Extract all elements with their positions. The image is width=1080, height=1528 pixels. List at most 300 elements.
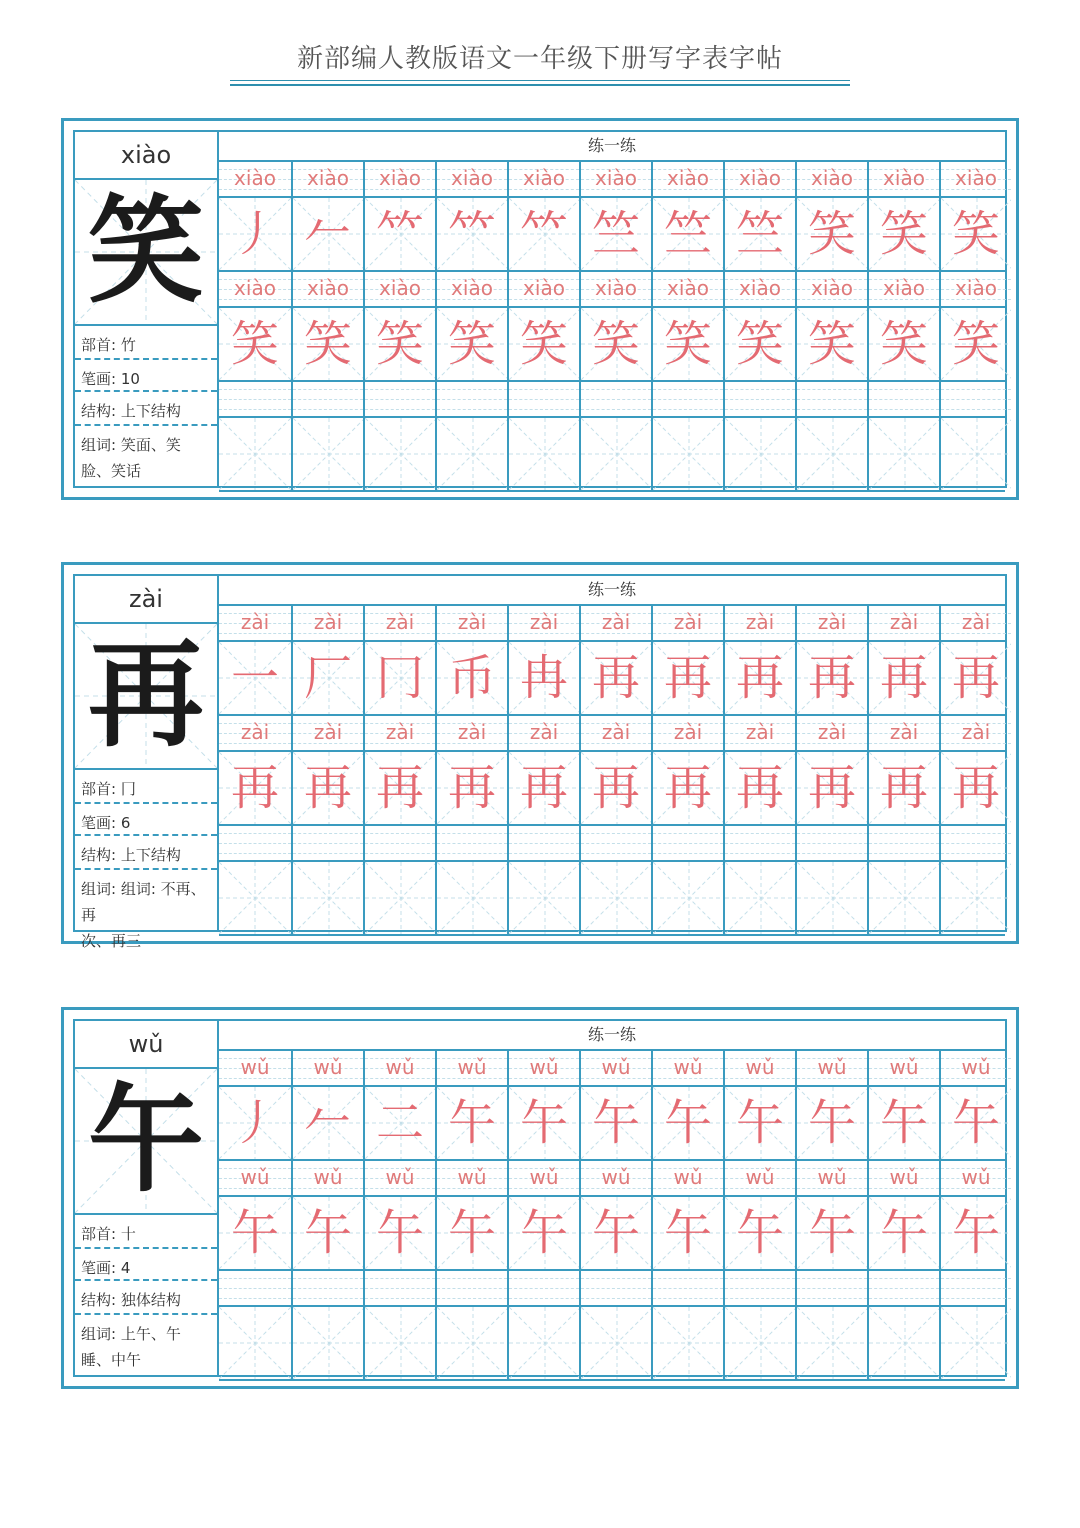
pinyin-cell [363,826,435,860]
pinyin-guide-line [437,1298,507,1299]
tian-zi-cell[interactable] [435,1307,507,1379]
pinyin-guide-line [725,853,795,854]
tian-zi-cell [507,308,579,380]
pinyin-row [219,716,1005,750]
practice-pinyin: xiào [739,166,781,190]
trace-character: 午 [230,1205,279,1261]
stroke-order-step: 竺 [591,206,640,262]
radical-info-value: 竹 [120,336,136,354]
practice-pinyin: wǔ [313,1055,343,1079]
tian-zi-cell [867,1197,939,1269]
practice-pinyin: wǔ [240,1165,270,1189]
practice-pinyin: wǔ [457,1165,487,1189]
practice-pinyin: wǔ [817,1055,847,1079]
writing-row [219,198,1005,270]
pinyin-row [219,606,1005,640]
tian-zi-cell [363,752,435,824]
tian-zi-cell [723,642,795,714]
grid-guides [869,1307,939,1379]
pinyin-guide-line [869,399,939,400]
practice-pinyin: xiào [595,166,637,190]
tian-zi-cell[interactable] [363,1307,435,1379]
practice-pinyin: zài [313,610,343,634]
info-divider [75,868,217,870]
practice-heading: 练一练 [219,132,1005,162]
pinyin-cell [795,716,867,750]
pinyin-guide-line [293,389,363,390]
pinyin-guide-line [941,1298,1011,1299]
stroke-order-step: 再 [591,650,640,706]
pinyin-guide-line [941,409,1011,410]
stroke-order-step: 一 [230,650,279,706]
pinyin-cell [507,162,579,196]
words-info-line1: 上午、午 [120,1325,181,1343]
words-info [81,1321,213,1373]
pinyin-guide-line [293,399,363,400]
stroke-order-step: 再 [735,650,784,706]
grid-guides [725,1307,795,1379]
pinyin-cell [651,606,723,640]
pinyin-guide-line [653,409,723,410]
main-character-box [75,1069,217,1215]
grid-guides [509,1307,579,1379]
tian-zi-cell [795,1087,867,1159]
writing-row [219,642,1005,714]
pinyin-cell [579,382,651,416]
trace-character: 再 [447,760,496,816]
pinyin-guide-line [219,853,291,854]
practice-pinyin: xiào [811,166,853,190]
practice-card [61,1007,1019,1389]
practice-pinyin: wǔ [673,1055,703,1079]
pinyin-cell [795,1271,867,1305]
stroke-order-step: 竺 [735,206,784,262]
tian-zi-cell[interactable] [867,862,939,934]
pinyin-cell [651,716,723,750]
pinyin-cell [291,606,363,640]
writing-row [219,418,1005,490]
trace-character: 午 [447,1205,496,1261]
tian-zi-cell [507,752,579,824]
practice-pinyin: xiào [379,276,421,300]
stroke-order-step: 午 [735,1095,784,1151]
trace-character: 午 [879,1205,928,1261]
pinyin-cell [651,272,723,306]
pinyin-guide-line [725,1298,795,1299]
pinyin-cell [291,716,363,750]
stroke-count-info-label: 笔画: [81,370,117,388]
pinyin-guide-line [581,1278,651,1279]
tian-zi-cell[interactable] [291,418,363,490]
pinyin-cell [867,606,939,640]
pinyin-guide-line [437,853,507,854]
radical-info [81,1223,213,1244]
character-info-column [75,576,219,950]
pinyin-cell [363,1161,435,1195]
writing-row [219,308,1005,380]
tian-zi-cell [291,308,363,380]
practice-pinyin: wǔ [313,1165,343,1189]
tian-zi-cell[interactable] [867,418,939,490]
tian-zi-cell [795,308,867,380]
pinyin-cell [219,272,291,306]
practice-pinyin: zài [601,610,631,634]
practice-pinyin: xiào [667,276,709,300]
stroke-count-info-label: 笔画: [81,814,117,832]
tian-zi-cell[interactable] [651,1307,723,1379]
pinyin-cell [867,826,939,860]
tian-zi-cell [363,308,435,380]
pinyin-cell [291,162,363,196]
pinyin-guide-line [725,1288,795,1289]
practice-pinyin: wǔ [529,1055,559,1079]
practice-pinyin: xiào [883,276,925,300]
grid-guides [797,862,867,934]
pinyin-guide-line [581,409,651,410]
tian-zi-cell [435,1087,507,1159]
stroke-order-step: 冉 [519,650,568,706]
practice-pinyin: xiào [739,276,781,300]
practice-pinyin: zài [673,610,703,634]
pinyin-guide-line [797,409,867,410]
tian-zi-cell[interactable] [363,418,435,490]
grid-guides [869,862,939,934]
trace-character: 再 [519,760,568,816]
tian-zi-cell[interactable] [363,862,435,934]
radical-info-value: 冂 [120,780,136,798]
tian-zi-cell [867,752,939,824]
tian-zi-cell [219,308,291,380]
pinyin-guide-line [293,409,363,410]
pinyin-guide-line [509,399,579,400]
pinyin-cell [435,606,507,640]
tian-zi-cell[interactable] [507,862,579,934]
pinyin-cell [939,1271,1011,1305]
stroke-order-step: 笑 [879,206,928,262]
practice-pinyin: xiào [523,166,565,190]
words-info-line2: 次、再三 [81,932,142,950]
tian-zi-cell[interactable] [939,1307,1011,1379]
pinyin-cell [579,1051,651,1085]
pinyin-guide-line [437,399,507,400]
stroke-count-info-value: 6 [120,814,131,832]
pinyin-guide-line [509,389,579,390]
grid-guides [797,418,867,490]
tian-zi-cell [507,198,579,270]
practice-pinyin: xiào [307,166,349,190]
pinyin-cell [651,162,723,196]
radical-info-label: 部首: [81,1225,117,1243]
pinyin-cell [507,1051,579,1085]
stroke-order-step: 笑 [951,206,1000,262]
pinyin-guide-line [725,833,795,834]
pinyin-cell [291,272,363,306]
pinyin-cell [795,1161,867,1195]
grid-guides [293,862,363,934]
pinyin-cell [219,606,291,640]
tian-zi-cell[interactable] [723,1307,795,1379]
tian-zi-cell [939,752,1011,824]
grid-guides [869,418,939,490]
practice-grid [219,132,1005,486]
pinyin-guide-line [869,853,939,854]
stroke-order-step: 再 [807,650,856,706]
main-character-box [75,624,217,770]
tian-zi-cell [579,1087,651,1159]
tian-zi-cell [795,1197,867,1269]
pinyin-cell [435,1161,507,1195]
words-info [81,876,213,954]
pinyin-cell [723,1161,795,1195]
structure-info-label: 结构: [81,1291,117,1309]
pinyin-guide-line [941,1288,1011,1289]
tian-zi-cell[interactable] [723,862,795,934]
practice-pinyin: xiào [523,276,565,300]
pinyin-row [219,1161,1005,1195]
pinyin-cell [579,716,651,750]
trace-character: 笑 [663,316,712,372]
trace-character: 午 [951,1205,1000,1261]
tian-zi-cell [435,308,507,380]
tian-zi-cell [723,752,795,824]
pinyin-cell [939,716,1011,750]
tian-zi-cell [867,198,939,270]
pinyin-cell [507,716,579,750]
tian-zi-cell [291,1197,363,1269]
practice-card [61,562,1019,950]
pinyin-guide-line [941,843,1011,844]
grid-guides [941,418,1011,490]
pinyin-guide-line [653,1298,723,1299]
pinyin-guide-line [219,399,291,400]
pinyin-row [219,826,1005,860]
pinyin-cell [795,162,867,196]
pinyin-cell [435,826,507,860]
tian-zi-cell[interactable] [795,862,867,934]
pinyin-cell [291,1051,363,1085]
pinyin-guide-line [581,389,651,390]
tian-zi-cell[interactable] [723,418,795,490]
main-character: 午 [88,1073,204,1208]
practice-heading: 练一练 [219,1021,1005,1051]
tian-zi-cell [219,1087,291,1159]
tian-zi-cell[interactable] [435,418,507,490]
trace-character: 再 [591,760,640,816]
stroke-order-step: 午 [879,1095,928,1151]
pinyin-row [219,272,1005,306]
trace-character: 笑 [375,316,424,372]
pinyin-guide-line [653,389,723,390]
pinyin-guide-line [219,833,291,834]
writing-row [219,1307,1005,1379]
tian-zi-cell[interactable] [795,1307,867,1379]
pinyin-cell [723,272,795,306]
tian-zi-cell [291,1087,363,1159]
pinyin-cell [579,826,651,860]
pinyin-cell [579,606,651,640]
stroke-count-info-value: 4 [120,1259,131,1277]
practice-pinyin: wǔ [601,1055,631,1079]
practice-pinyin: wǔ [745,1165,775,1189]
tian-zi-cell[interactable] [651,418,723,490]
practice-pinyin: wǔ [529,1165,559,1189]
practice-pinyin: xiào [883,166,925,190]
radical-info-value: 十 [120,1225,136,1243]
main-character: 笑 [88,184,204,319]
structure-info-label: 结构: [81,846,117,864]
tian-zi-cell[interactable] [219,1307,291,1379]
pinyin-guide-line [797,843,867,844]
pinyin-guide-line [869,389,939,390]
pinyin-guide-line [509,1278,579,1279]
grid-guides [725,862,795,934]
tian-zi-cell[interactable] [579,418,651,490]
pinyin-guide-line [365,1288,435,1289]
pinyin-guide-line [509,1288,579,1289]
tian-zi-cell[interactable] [291,1307,363,1379]
info-divider [75,1313,217,1315]
tian-zi-cell [723,198,795,270]
pinyin-cell [435,382,507,416]
trace-character: 午 [807,1205,856,1261]
tian-zi-cell[interactable] [939,418,1011,490]
tian-zi-cell[interactable] [507,1307,579,1379]
pinyin-guide-line [437,843,507,844]
writing-row [219,1197,1005,1269]
radical-info [81,334,213,355]
stroke-order-step: 再 [663,650,712,706]
pinyin-guide-line [797,399,867,400]
pinyin-guide-line [437,409,507,410]
row-divider [219,1379,1005,1381]
words-info-label: 组词: [81,436,117,454]
tian-zi-cell[interactable] [219,862,291,934]
pinyin-cell [723,382,795,416]
trace-character: 午 [663,1205,712,1261]
pinyin-cell [939,826,1011,860]
pinyin-guide-line [797,833,867,834]
tian-zi-cell [219,1197,291,1269]
pinyin-guide-line [581,1298,651,1299]
trace-character: 再 [303,760,352,816]
tian-zi-cell[interactable] [219,418,291,490]
tian-zi-cell[interactable] [867,1307,939,1379]
practice-grid [219,576,1005,930]
pinyin-cell [219,162,291,196]
tian-zi-cell [507,1087,579,1159]
pinyin-cell [435,716,507,750]
pinyin-guide-line [509,1298,579,1299]
practice-pinyin: xiào [234,276,276,300]
pinyin-guide-line [725,409,795,410]
trace-character: 笑 [951,316,1000,372]
pinyin-cell [651,382,723,416]
stroke-order-step: 𠂉 [303,206,352,262]
structure-info [81,844,213,865]
pinyin-cell [435,272,507,306]
tian-zi-cell [867,1087,939,1159]
pinyin-guide-line [365,853,435,854]
pinyin-guide-line [219,843,291,844]
practice-pinyin: xiào [234,166,276,190]
row-divider [219,490,1005,492]
tian-zi-cell[interactable] [435,862,507,934]
tian-zi-cell [579,642,651,714]
trace-character: 再 [375,760,424,816]
pinyin-cell [723,826,795,860]
pinyin-cell [939,162,1011,196]
words-info-line1: 笑面、笑 [120,436,181,454]
grid-guides [797,1307,867,1379]
practice-pinyin: zài [313,720,343,744]
practice-pinyin: zài [673,720,703,744]
title-underline [230,80,850,86]
tian-zi-cell[interactable] [651,862,723,934]
tian-zi-cell [651,752,723,824]
info-divider [75,1247,217,1249]
stroke-count-info [81,368,213,389]
pinyin-guide-line [365,1298,435,1299]
tian-zi-cell[interactable] [579,1307,651,1379]
pinyin-row [219,162,1005,196]
practice-card-inner [73,574,1007,950]
pinyin-guide-line [797,1298,867,1299]
pinyin-cell [723,1271,795,1305]
practice-pinyin: xiào [811,276,853,300]
practice-pinyin: wǔ [673,1165,703,1189]
practice-pinyin: wǔ [745,1055,775,1079]
grid-guides [509,418,579,490]
pinyin-guide-line [437,833,507,834]
tian-zi-cell [939,198,1011,270]
main-character: 再 [88,628,204,763]
tian-zi-cell[interactable] [795,418,867,490]
stroke-order-step: 丿 [230,1095,279,1151]
tian-zi-cell[interactable] [291,862,363,934]
pinyin-guide-line [509,833,579,834]
pinyin-cell [651,1271,723,1305]
words-info-label: 组词: [81,1325,117,1343]
pinyin-guide-line [219,1278,291,1279]
practice-pinyin: xiào [379,166,421,190]
pinyin-cell [579,1271,651,1305]
tian-zi-cell [435,642,507,714]
main-pinyin: zài [75,576,217,624]
pinyin-cell [435,1271,507,1305]
trace-character: 再 [951,760,1000,816]
stroke-order-step: 二 [375,1095,424,1151]
tian-zi-cell [435,752,507,824]
writing-row [219,862,1005,934]
pinyin-cell [579,272,651,306]
practice-pinyin: zài [457,610,487,634]
tian-zi-cell [291,642,363,714]
pinyin-guide-line [725,389,795,390]
tian-zi-cell [651,642,723,714]
stroke-order-step: 午 [519,1095,568,1151]
tian-zi-cell[interactable] [507,418,579,490]
tian-zi-cell[interactable] [579,862,651,934]
practice-pinyin: wǔ [601,1165,631,1189]
practice-pinyin: zài [529,720,559,744]
practice-pinyin: xiào [451,166,493,190]
pinyin-guide-line [797,1288,867,1289]
trace-character: 再 [230,760,279,816]
practice-pinyin: wǔ [385,1055,415,1079]
practice-pinyin: zài [817,610,847,634]
structure-info-value: 上下结构 [120,846,181,864]
tian-zi-cell[interactable] [939,862,1011,934]
